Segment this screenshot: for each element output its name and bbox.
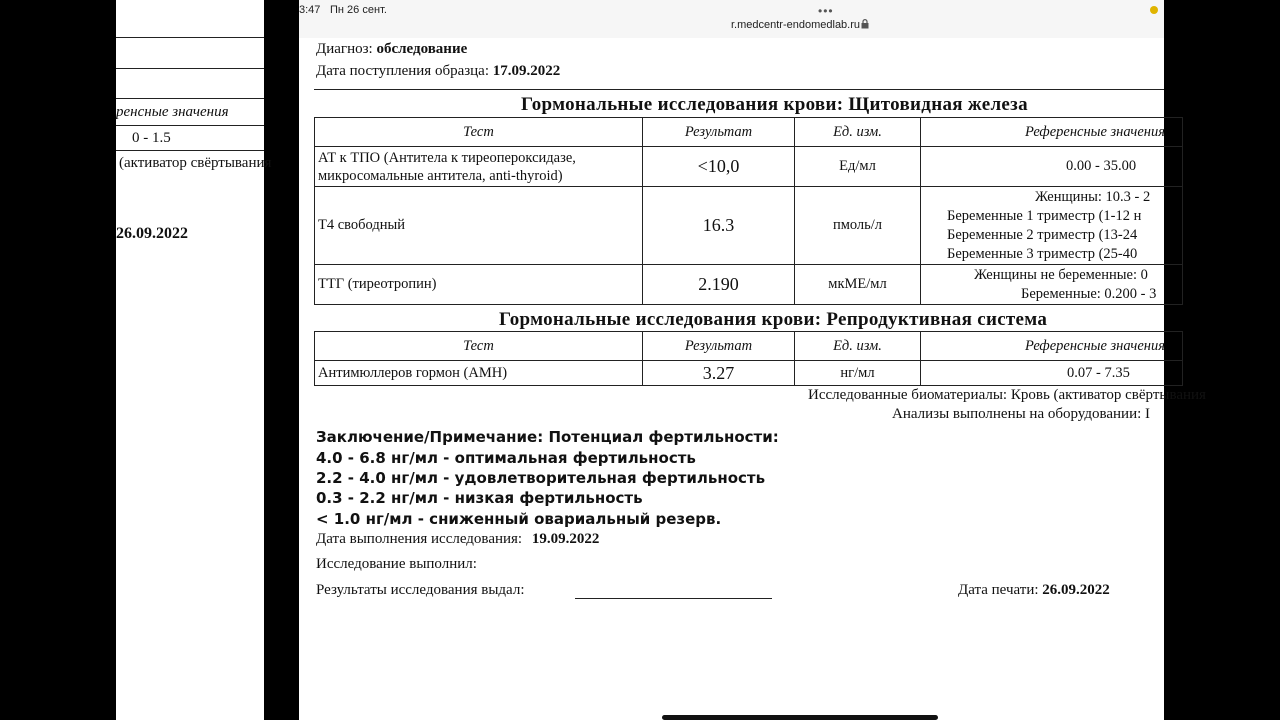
test-name: Антимюллеров гормон (АМН) — [315, 361, 643, 386]
table-row — [315, 147, 1183, 187]
issued-by-label: Результаты исследования выдал: — [316, 582, 525, 598]
ref-value: 0.00 - 35.00 — [921, 147, 1183, 187]
ref-values-cell — [921, 265, 1183, 305]
header-test: Тест — [315, 332, 643, 361]
divider — [116, 68, 264, 69]
status-date: Пн 26 сент. — [330, 4, 387, 16]
bg-ref-header: ренсные значения — [116, 104, 229, 120]
result-value: 3.27 — [643, 361, 795, 386]
lock-icon — [861, 19, 869, 32]
bg-ref-value: 0 - 1.5 — [132, 130, 171, 146]
conclusion-title: Заключение/Примечание: Потенциал фертильности: — [316, 428, 779, 446]
conclusion-line: 2.2 - 4.0 нг/мл - удовлетворительная фертильность — [316, 469, 766, 487]
sample-date-line — [316, 63, 560, 80]
equipment-info: Анализы выполнены на оборудовании: I — [892, 406, 1151, 422]
ref-values-cell — [921, 187, 1183, 265]
table-row — [315, 187, 1183, 265]
signature-line — [575, 598, 772, 599]
conclusion-line: 4.0 - 6.8 нг/мл - оптимальная фертильность — [316, 449, 696, 467]
unit-value: Ед/мл — [795, 147, 921, 187]
bg-activator-text: (активатор свёртывания — [119, 155, 272, 171]
thyroid-section-title: Гормональные исследования крови: Щитовидная железа — [521, 94, 1028, 115]
header-result: Результат — [643, 332, 795, 361]
unit-value: нг/мл — [795, 361, 921, 386]
test-name: АТ к ТПО (Антитела к тиреопероксидазе, — [318, 149, 576, 166]
ref-value: Женщины не беременные: 0 — [974, 266, 1148, 283]
unit-value: мкМЕ/мл — [795, 265, 921, 305]
diagnosis-line — [316, 41, 467, 58]
browser-status-bar — [299, 0, 1164, 38]
divider — [116, 98, 264, 99]
table-row — [315, 265, 1183, 305]
completion-date-line — [316, 531, 599, 548]
test-name-cell — [315, 147, 643, 187]
url-label[interactable]: r.medcentr-endomedlab.ru — [731, 19, 861, 31]
divider — [116, 37, 264, 38]
diagnosis-value: обследование — [376, 41, 468, 57]
thyroid-results-table — [314, 117, 1183, 305]
repro-section-title: Гормональные исследования крови: Репродуктивная система — [499, 309, 1048, 330]
conclusion-line: 0.3 - 2.2 нг/мл - низкая фертильность — [316, 489, 643, 507]
test-name: ТТГ (тиреотропин) — [315, 265, 643, 305]
test-name: Т4 свободный — [315, 187, 643, 265]
conclusion-line: < 1.0 нг/мл - сниженный овариальный резерв. — [316, 510, 722, 528]
result-value: 16.3 — [643, 187, 795, 265]
status-dot-icon — [1150, 6, 1158, 14]
header-ref: Референсные значения — [921, 332, 1183, 361]
ref-value: Беременные 2 триместр (13-24 — [947, 226, 1138, 243]
bg-date: 26.09.2022 — [116, 225, 188, 242]
divider — [116, 125, 264, 126]
diagnosis-label: Диагноз: — [316, 41, 373, 57]
test-name: микросомальные антитела, anti-thyroid) — [318, 167, 563, 184]
repro-results-table — [314, 331, 1183, 386]
sample-date-label: Дата поступления образца: — [316, 63, 490, 79]
header-ref: Референсные значения — [921, 118, 1183, 147]
print-date-label: Дата печати: — [958, 582, 1039, 598]
sample-date-value: 17.09.2022 — [492, 63, 561, 79]
header-unit: Ед. изм. — [795, 332, 921, 361]
completion-date-label: Дата выполнения исследования: — [316, 531, 523, 547]
document-page[interactable] — [299, 0, 1206, 720]
ref-value: Беременные 1 триместр (1-12 н — [947, 207, 1142, 224]
unit-value: пмоль/л — [795, 187, 921, 265]
ref-value: Беременные 3 триместр (25-40 — [947, 245, 1138, 262]
performed-by-label: Исследование выполнил: — [316, 556, 477, 572]
table-row — [315, 361, 1183, 386]
divider — [116, 150, 264, 151]
ref-value: 0.07 - 7.35 — [921, 361, 1183, 386]
home-indicator[interactable] — [662, 715, 938, 720]
table-header-row — [315, 118, 1183, 147]
divider — [314, 89, 1164, 90]
header-unit: Ед. изм. — [795, 118, 921, 147]
more-dots-icon[interactable]: ••• — [818, 4, 834, 18]
result-value: <10,0 — [643, 147, 795, 187]
background-document-page — [116, 0, 272, 720]
result-value: 2.190 — [643, 265, 795, 305]
table-header-row — [315, 332, 1183, 361]
header-test: Тест — [315, 118, 643, 147]
print-date-value: 26.09.2022 — [1042, 582, 1110, 598]
print-date-line — [958, 582, 1110, 599]
header-result: Результат — [643, 118, 795, 147]
completion-date-value: 19.09.2022 — [531, 531, 600, 547]
biomaterial-info: Исследованные биоматериалы: Кровь (активатор свёртывания — [808, 387, 1206, 403]
ref-value: Женщины: 10.3 - 2 — [1035, 188, 1151, 205]
status-time: 3:47 — [299, 4, 321, 16]
ref-value: Беременные: 0.200 - 3 — [1021, 285, 1157, 302]
